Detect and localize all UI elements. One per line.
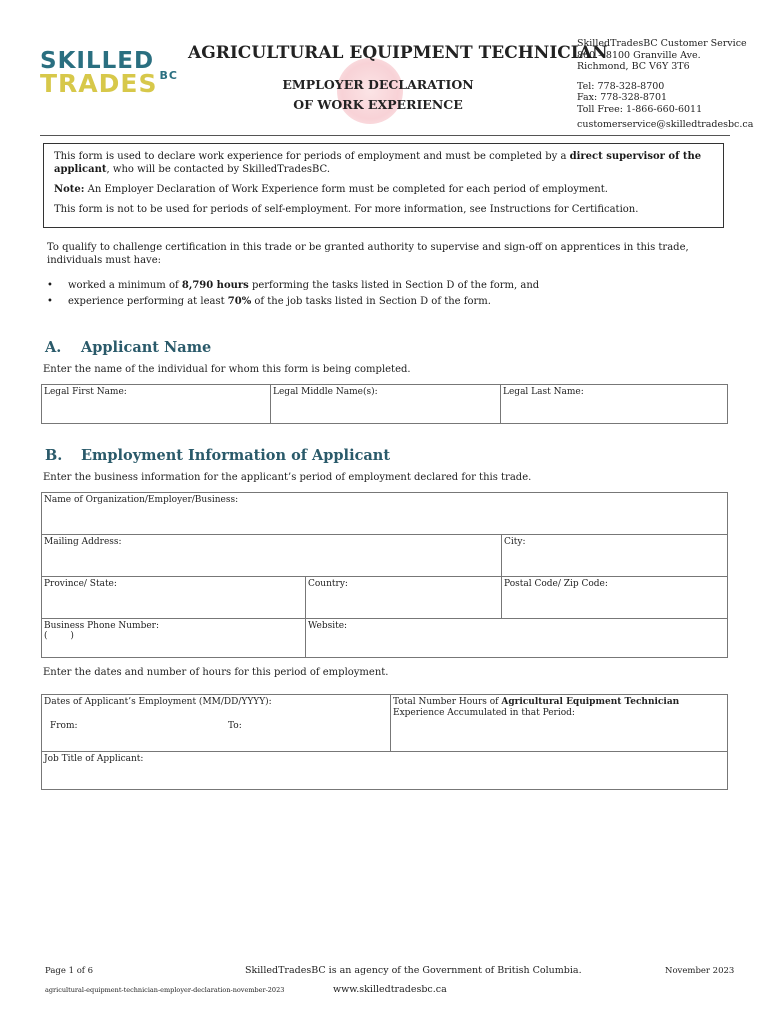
bullet-tasks-bold: 70% [227,296,252,307]
total-hours-start: Total Number Hours of [393,697,502,707]
contact-org: SkilledTradesBC Customer Service [577,38,747,49]
info-note [54,183,713,196]
section-a-heading [45,339,211,356]
section-b-heading [45,447,390,464]
contact-address-1: 800 – 8100 Granville Ave. [577,49,701,61]
employment-dates-label: Dates of Applicant’s Employment (MM/DD/YYYY): [44,697,272,707]
country-label: Country: [308,579,348,589]
middle-name-label: Legal Middle Name(s): [273,387,378,397]
bullet-hours-end: performing the tasks listed in Section D of the form, and [248,280,540,291]
section-b-letter: B. [45,447,63,464]
employment-dates-field[interactable] [41,694,391,752]
section-a-title: Applicant Name [81,339,212,356]
note-text: An Employer Declaration of Work Experience form must be completed for each period of employment. [84,184,608,195]
last-name-field[interactable] [500,384,728,424]
bullet-hours-start: worked a minimum of [68,280,182,291]
info-line-1 [54,150,713,176]
website-label: Website: [308,621,348,631]
job-title-label: Job Title of Applicant: [44,754,144,764]
info-box [43,143,724,228]
page-title: AGRICULTURAL EQUIPMENT TECHNICIAN [188,43,608,63]
postal-code-label: Postal Code/ Zip Code: [504,579,608,589]
logo-trades-text: TRADES [40,69,158,98]
middle-name-field[interactable] [270,384,501,424]
contact-tel: Tel: 778-328-8700 [577,80,665,92]
website-field[interactable] [305,618,728,658]
contact-address-2: Richmond, BC V6Y 3T6 [577,61,690,72]
header-divider [40,135,730,136]
first-name-label: Legal First Name: [44,387,127,397]
total-hours-field[interactable] [390,694,728,752]
phone-label: Business Phone Number: [44,621,160,631]
logo-bc: BC [159,69,178,82]
province-label: Province/ State: [44,579,117,589]
mailing-address-label: Mailing Address: [44,537,122,547]
phone-field[interactable] [41,618,306,658]
qualification-intro: To qualify to challenge certification in this trade or be granted authority to supervise and sign-off on apprentices in this trade, individuals must have: [47,242,689,266]
info-line-3: This form is not to be used for periods of self-employment. For more information, see Instructions for Certification. [54,204,639,215]
first-name-field[interactable] [41,384,271,424]
info-line-1-start: This form is used to declare work experience for periods of employment and must be completed by a [54,151,570,162]
dates-intro: Enter the dates and number of hours for this period of employment. [43,667,389,678]
bullet-tasks-end: of the job tasks listed in Section D of the form. [251,296,491,307]
qualification-bullets [47,278,727,310]
contact-email[interactable]: customerservice@skilledtradesbc.ca [577,119,754,130]
footer-agency: SkilledTradesBC is an agency of the Government of British Columbia. [245,965,582,976]
section-b-intro: Enter the business information for the applicant’s period of employment declared for this trade. [43,472,532,483]
bullet-tasks [47,294,727,310]
section-a-letter: A. [45,339,62,356]
mailing-address-field[interactable] [41,534,502,577]
city-field[interactable] [501,534,728,577]
to-date-label[interactable]: To: [228,721,242,731]
bullet-hours-bold: 8,790 hours [181,280,249,291]
subtitle-line-1: EMPLOYER DECLARATION [282,77,474,92]
page-subtitle [188,75,568,115]
contact-block [577,38,757,131]
bullet-tasks-start: experience performing at least [68,296,228,307]
total-hours-end: Experience Accumulated in that Period: [393,708,575,718]
footer-website[interactable]: www.skilledtradesbc.ca [333,984,447,995]
organization-label: Name of Organization/Employer/Business: [44,495,239,505]
total-hours-trade: Agricultural Equipment Technician [501,697,680,707]
country-field[interactable] [305,576,502,619]
logo-skilled: SKILLED [40,48,155,74]
bullet-hours [47,278,727,294]
contact-tollfree: Toll Free: 1-866-660-6011 [577,103,703,115]
subtitle-line-2: OF WORK EXPERIENCE [293,97,463,112]
page-number: Page 1 of 6 [45,966,94,976]
organization-field[interactable] [41,492,728,535]
info-line-1-bold: direct supervisor of the applicant [54,151,702,175]
section-b-title: Employment Information of Applicant [81,447,391,464]
section-a-intro: Enter the name of the individual for whom this form is being completed. [43,364,411,375]
info-line-1-end: , who will be contacted by SkilledTradesBC. [106,164,331,175]
last-name-label: Legal Last Name: [503,387,584,397]
footer-filename: agricultural-equipment-technician-employer-declaration-november-2023 [45,986,285,994]
note-label: Note: [54,184,85,195]
province-field[interactable] [41,576,306,619]
logo-trades [40,69,178,98]
phone-area-code: ( ) [44,631,74,641]
postal-code-field[interactable] [501,576,728,619]
from-date-label[interactable]: From: [50,721,78,731]
city-label: City: [504,537,526,547]
job-title-field[interactable] [41,751,728,790]
contact-fax: Fax: 778-328-8701 [577,92,668,103]
footer-date: November 2023 [665,966,735,976]
